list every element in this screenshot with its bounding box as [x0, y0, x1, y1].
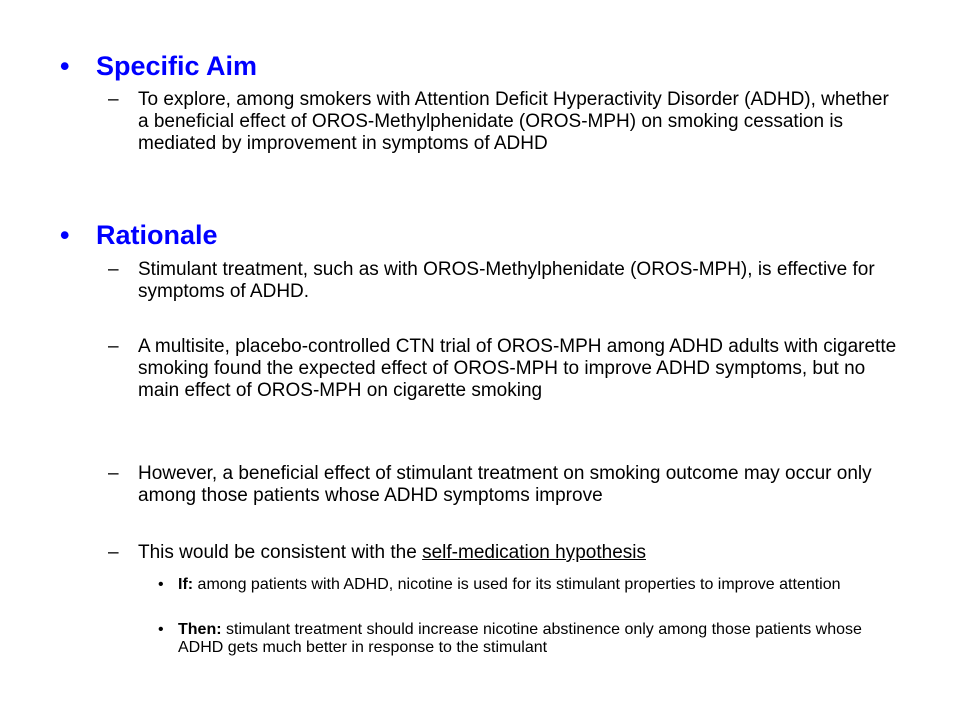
dash-bullet: –: [108, 542, 119, 563]
rationale-item-2: [108, 336, 898, 402]
sub-item-if-text: among patients with ADHD, nicotine is used for its stimulant properties to improve attention: [193, 576, 841, 593]
dash-bullet: –: [108, 89, 119, 110]
sub-item-then: [158, 621, 898, 657]
heading-specific-aim: [60, 50, 257, 82]
rationale-item-1: [108, 259, 898, 303]
sub-item-then-label: Then:: [178, 621, 222, 638]
rationale-item-4-text: This would be consistent with the: [138, 542, 423, 563]
rationale-item-2-text: A multisite, placebo-controlled CTN trial of OROS-MPH among ADHD adults with cigarette smoking found the expected effect of OROS-MPH to improve ADHD symptoms, but no main effect of OROS-MPH on cigarette smoking: [138, 336, 897, 401]
heading-title: Specific Aim: [96, 51, 258, 81]
sub-item-then-text: stimulant treatment should increase nicotine abstinence only among those patients whose ADHD gets much better in response to the stimulant: [178, 621, 862, 656]
dash-bullet: –: [108, 336, 119, 357]
rationale-item-4: [108, 542, 898, 564]
aim-item: [108, 89, 898, 155]
dot-bullet: •: [158, 576, 164, 593]
rationale-item-3-text: However, a beneficial effect of stimulant treatment on smoking outcome may occur only among those patients whose ADHD symptoms improve: [138, 463, 872, 506]
heading-bullet: •: [60, 51, 70, 81]
sub-item-if-label: If:: [178, 576, 194, 593]
dot-bullet: •: [158, 621, 164, 638]
heading-bullet: •: [60, 220, 70, 250]
dash-bullet: –: [108, 259, 119, 280]
dash-bullet: –: [108, 463, 119, 484]
sub-item-if: [158, 576, 898, 594]
heading-title: Rationale: [96, 220, 218, 250]
aim-item-text: To explore, among smokers with Attention Deficit Hyperactivity Disorder (ADHD), whether a beneficial effect of OROS-Methylphenidate (OROS-MPH) on smoking cessation is mediated by improvement in symptoms of ADHD: [138, 89, 889, 154]
rationale-item-1-text: Stimulant treatment, such as with OROS-Methylphenidate (OROS-MPH), is effective for symptoms of ADHD.: [138, 259, 875, 302]
self-medication-hypothesis-term: self-medication hypothesis: [422, 542, 646, 563]
rationale-item-3: [108, 463, 898, 507]
heading-rationale: [60, 219, 218, 251]
